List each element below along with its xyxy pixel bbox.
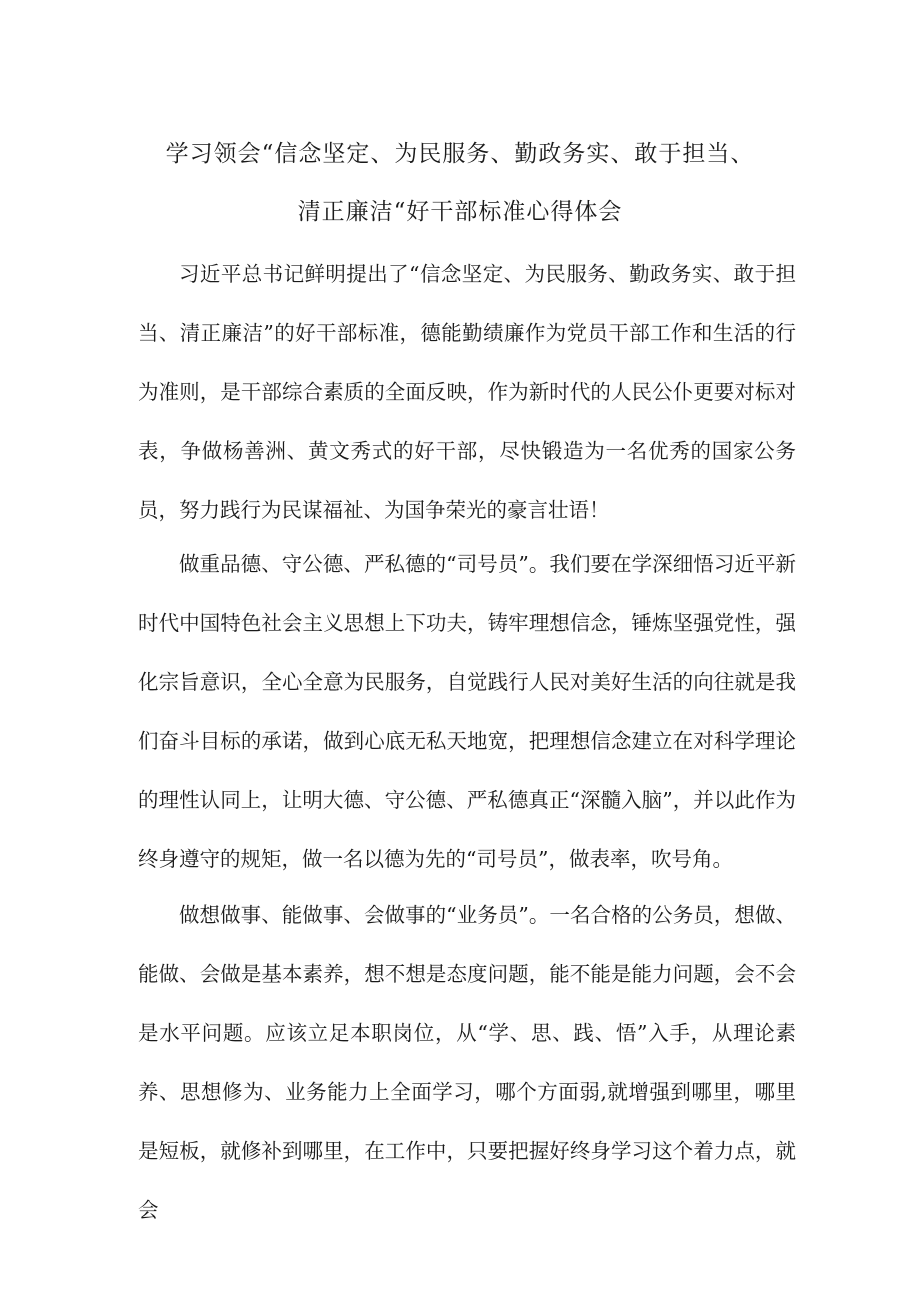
paragraph-morality: 做重品德、守公德、严私德的“司号员”。我们要在学深细悟习近平新时代中国特色社会主义思想上下功夫，铸牢理想信念，锤炼坚强党性，强化宗旨意识，全心全意为民服务，自觉践行人民对美好生活的向往就是我们奋斗目标的承诺，做到心底无私天地宽，把理想信念建立在对科学理论的理性认同上，让明大德、守公德、严私德真正“深髓入脑”，并以此作为终身遵守的规矩，做一名以德为先的“司号员”，做表率，吹号角。 bbox=[138, 552, 796, 871]
document-title-line-2: 清正廉洁“好干部标准心得体会 bbox=[297, 199, 623, 225]
paragraph-competence: 做想做事、能做事、会做事的“业务员”。一名合格的公务员，想做、能做、会做是基本素养，想不想是态度问题，能不能是能力问题，会不会是水平问题。应该立足本职岗位，从“学、思、践、悟”入手，从理论素养、思想修为、业务能力上全面学习，哪个方面弱,就增强到哪里，哪里是短板，就修补到哪里，在工作中，只要把握好终身学习这个着力点，就会 bbox=[138, 903, 796, 1222]
document-title-line-1: 学习领会“信念坚定、为民服务、勤政务实、敢于担当、 bbox=[165, 141, 755, 167]
paragraph-intro: 习近平总书记鲜明提出了“信念坚定、为民服务、勤政务实、敢于担当、清正廉洁”的好干部标准，德能勤绩廉作为党员干部工作和生活的行为准则，是干部综合素质的全面反映，作为新时代的人民公仆更要对标对表，争做杨善洲、黄文秀式的好干部，尽快锻造为一名优秀的国家公务员，努力践行为民谋福祉、为国争荣光的豪言壮语！ bbox=[138, 262, 796, 522]
